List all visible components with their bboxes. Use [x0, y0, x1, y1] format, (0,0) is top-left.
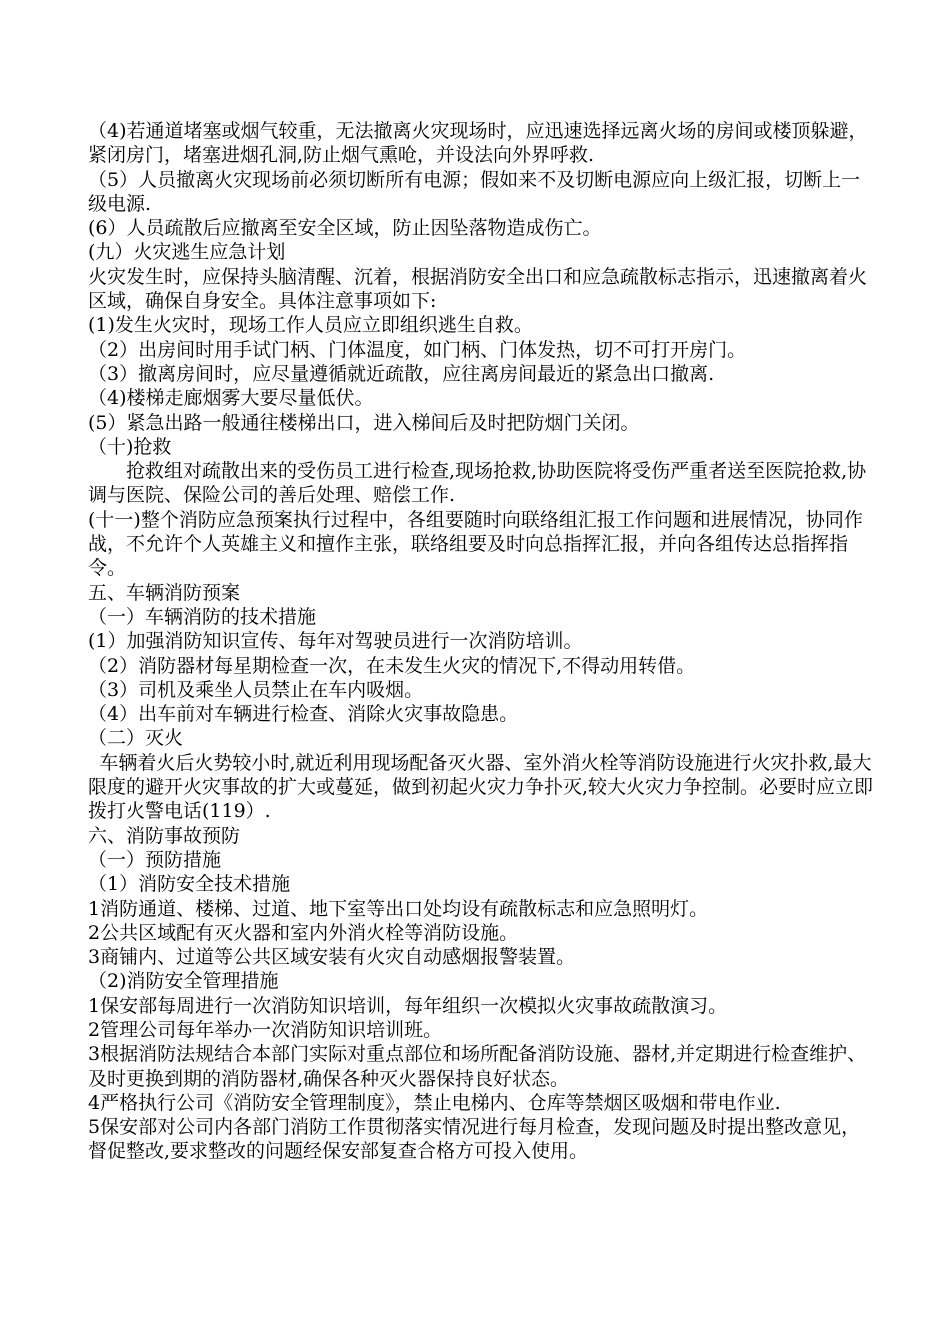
paragraph-technical-1: 1消防通道、楼梯、过道、地下室等出口处均设有疏散标志和应急照明灯。: [88, 897, 709, 920]
paragraph-technical-2: 2公共区域配有灭火器和室内外消火栓等消防设施。: [88, 921, 519, 944]
section-heading-escape-plan: (九）火灾逃生应急计划: [88, 241, 286, 264]
subheading-management-measures: （2)消防安全管理措施: [88, 970, 279, 993]
subheading-technical-measures: （1）消防安全技术措施: [88, 873, 291, 896]
paragraph-management-5: 5保安部对公司内各部门消防工作贯彻落实情况进行每月检查，发现问题及时提出整改意见，督促整改,要求整改的问题经保安部复查合格方可投入使用。: [88, 1116, 861, 1163]
paragraph-vehicle-4: （4）出车前对车辆进行检查、消除火灾事故隐患。: [88, 703, 519, 726]
section-heading-rescue: （十)抢救: [88, 435, 172, 458]
paragraph-extinguish: 车辆着火后火势较小时,就近利用现场配备灭火器、室外消火栓等消防设施进行火灾扑救,最大限度的避开火灾事故的扩大或蔓延，做到初起火灾力争扑灭,较大火灾力争控制。必要时应立即拨打火警电话(119）.: [88, 751, 874, 823]
paragraph-vehicle-1: (1）加强消防知识宣传、每年对驾驶员进行一次消防培训。: [88, 630, 583, 653]
paragraph-coordination: (十一)整个消防应急预案执行过程中，各组要随时向联络组汇报工作问题和进展情况，协同作战，不允许个人英雄主义和擅作主张，联络组要及时向总指挥汇报，并向各组传达总指挥指令。: [88, 508, 863, 580]
paragraph-rescue: 抢救组对疏散出来的受伤员工进行检查,现场抢救,协助医院将受伤严重者送至医院抢救,协调与医院、保险公司的善后处理、赔偿工作.: [88, 460, 867, 507]
subheading-extinguish: （二）灭火: [88, 727, 184, 750]
paragraph-vehicle-3: （3）司机及乘坐人员禁止在车内吸烟。: [88, 678, 424, 701]
section-heading-vehicle-fire: 五、车辆消防预案: [88, 581, 241, 604]
paragraph-escape-intro: 火灾发生时，应保持头脑清醒、沉着，根据消防安全出口和应急疏散标志指示，迅速撤离着火区域，确保自身安全。具体注意事项如下:: [88, 265, 868, 313]
paragraph-evacuation-6: (6）人员疏散后应撤离至安全区域，防止因坠落物造成伤亡。: [88, 217, 602, 240]
section-heading-prevention: 六、消防事故预防: [88, 824, 241, 847]
paragraph-escape-2: （2）出房间时用手试门柄、门体温度，如门柄、门体发热，切不可打开房门。: [88, 338, 747, 361]
paragraph-management-1: 1保安部每周进行一次消防知识培训，每年组织一次模拟火灾事故疏散演习。: [88, 994, 728, 1017]
paragraph-vehicle-2: （2）消防器材每星期检查一次，在未发生火灾的情况下,不得动用转借。: [88, 654, 696, 677]
subheading-prevention-measures: （一）预防措施: [88, 848, 222, 871]
paragraph-escape-4: （4)楼梯走廊烟雾大要尽量低伏。: [88, 387, 374, 410]
paragraph-evacuation-5: （5）人员撤离火灾现场前必须切断所有电源；假如来不及切断电源应向上级汇报，切断上一级电源.: [88, 168, 861, 215]
subheading-vehicle-measures: （一）车辆消防的技术措施: [88, 605, 317, 628]
paragraph-evacuation-4: （4)若通道堵塞或烟气较重，无法撤离火灾现场时，应迅速选择远离火场的房间或楼顶躲避，紧闭房门，堵塞进烟孔洞,防止烟气熏呛，并设法向外界呼救.: [88, 120, 868, 167]
paragraph-management-4: 4严格执行公司《消防安全管理制度》，禁止电梯内、仓库等禁烟区吸烟和带电作业.: [88, 1091, 781, 1114]
paragraph-management-3: 3根据消防法规结合本部门实际对重点部位和场所配备消防设施、器材,并定期进行检查维护、及时更换到期的消防器材,确保各种灭火器保持良好状态。: [88, 1043, 867, 1090]
paragraph-escape-5: (5）紧急出路一般通往楼梯出口，进入梯间后及时把防烟门关闭。: [88, 411, 640, 434]
paragraph-escape-3: （3）撤离房间时，应尽量遵循就近疏散，应往离房间最近的紧急出口撤离.: [88, 362, 715, 385]
document-body: [88, 119, 878, 1164]
paragraph-escape-1: (1)发生火灾时，现场工作人员应立即组织逃生自救。: [88, 314, 533, 337]
paragraph-technical-3: 3商铺内、过道等公共区域安装有火灾自动感烟报警装置。: [88, 946, 576, 969]
paragraph-management-2: 2管理公司每年举办一次消防知识培训班。: [88, 1018, 443, 1041]
